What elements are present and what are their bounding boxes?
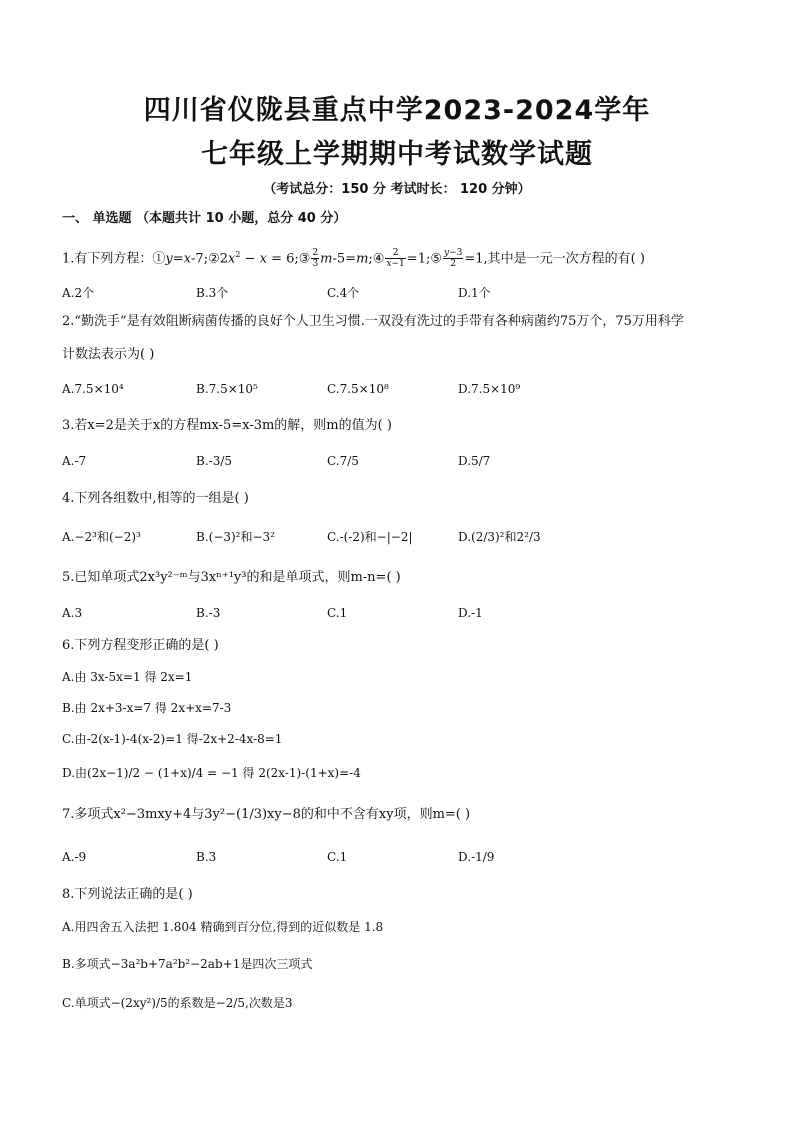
q8-option-b[interactable]: B.多项式−3a²b+7a²b²−2ab+1是四次三项式 xyxy=(62,957,313,971)
q8-option-c[interactable]: C.单项式−(2xy²)/5的系数是−2/5,次数是3 xyxy=(62,996,293,1010)
q1-option-d[interactable]: D.1个 xyxy=(458,286,491,300)
q8-option-a[interactable]: A.用四舍五入法把 1.804 精确到百分位,得到的近似数是 1.8 xyxy=(62,920,384,934)
q3-option-c[interactable]: C.7/5 xyxy=(327,454,359,468)
q7-option-b[interactable]: B.3 xyxy=(196,850,217,864)
q1-option-b[interactable]: B.3个 xyxy=(196,286,229,300)
exam-title-line2: 七年级上学期期中考试数学试题 xyxy=(201,139,593,170)
q2-option-b[interactable]: B.7.5×10⁵ xyxy=(196,382,258,396)
question-2-options xyxy=(62,382,742,408)
q6-option-d[interactable]: D.由(2x−1)/2 − (1+x)/4 = −1 得 2(2x-1)-(1+x)=-4 xyxy=(62,766,361,780)
q2-option-a[interactable]: A.7.5×10⁴ xyxy=(62,382,124,396)
question-8-stem: 8.下列说法正确的是( ) xyxy=(62,887,193,902)
q5-option-b[interactable]: B.-3 xyxy=(196,606,221,620)
question-2-stem-line1: 2.“勤洗手”是有效阻断病菌传播的良好个人卫生习惯.一双没有洗过的手带有各种病菌约75万个，75万用科学 xyxy=(62,314,684,329)
q3-option-a[interactable]: A.-7 xyxy=(62,454,87,468)
question-3-stem: 3.若x=2是关于x的方程mx-5=x-3m的解，则m的值为( ) xyxy=(62,418,392,433)
question-5-stem: 5.已知单项式2x³y²⁻ᵐ与3xⁿ⁺¹y³的和是单项式，则m-n=( ) xyxy=(62,570,401,585)
question-8 xyxy=(62,878,742,911)
q4-option-a[interactable]: A.−2³和(−2)³ xyxy=(62,530,141,544)
q7-option-c[interactable]: C.1 xyxy=(327,850,348,864)
q3-option-b[interactable]: B.-3/5 xyxy=(196,454,232,468)
question-4-options xyxy=(62,528,742,554)
question-1-stem-prefix: 1.有下列方程： xyxy=(62,251,153,267)
section-heading: 一、 单选题 （本题共计 10 小题，总分 40 分） xyxy=(62,211,347,226)
q4-option-c[interactable]: C.-(-2)和−|−2| xyxy=(327,530,413,544)
q6-option-c[interactable]: C.由-2(x-1)-4(x-2)=1 得-2x+2-4x-8=1 xyxy=(62,732,283,746)
q2-option-c[interactable]: C.7.5×10⁸ xyxy=(327,382,389,396)
question-1: 1.有下列方程：$①y=x-7;②2x^2 - x$ = 6;③ $\frac{2}{3}$ m-5=m;④ $\frac{2}{x-1}$ =1;⑤ $\frac{y-3}{2}$ =1,其中是一元一次方程的有( ) xyxy=(62,248,645,270)
q4-option-b[interactable]: B.(−3)²和−3² xyxy=(196,530,275,544)
q2-option-d[interactable]: D.7.5×10⁹ xyxy=(458,382,521,396)
q6-option-b[interactable]: B.由 2x+3-x=7 得 2x+x=7-3 xyxy=(62,701,232,715)
question-4-stem: 4.下列各组数中,相等的一组是( ) xyxy=(62,491,249,506)
question-2 xyxy=(62,305,742,371)
q3-option-d[interactable]: D.5/7 xyxy=(458,454,491,468)
q7-option-a[interactable]: A.-9 xyxy=(62,850,87,864)
question-6-stem: 6.下列方程变形正确的是( ) xyxy=(62,638,219,653)
q5-option-d[interactable]: D.-1 xyxy=(458,606,483,620)
question-7 xyxy=(62,798,742,831)
q7-option-d[interactable]: D.-1/9 xyxy=(458,850,495,864)
question-6 xyxy=(62,629,742,662)
q4-option-d[interactable]: D.(2/3)²和2²/3 xyxy=(458,530,541,544)
question-4 xyxy=(62,482,742,515)
q1-option-c[interactable]: C.4个 xyxy=(327,286,360,300)
question-1-stem-suffix: 其中是一元一次方程的有( ) xyxy=(487,251,645,267)
exam-info: （考试总分：150 分 考试时长： 120 分钟） xyxy=(263,182,531,197)
q1-option-a[interactable]: A.2个 xyxy=(62,286,95,300)
question-3-options xyxy=(62,454,742,480)
question-7-stem: 7.多项式x²−3mxy+4与3y²−(1/3)xy−8的和中不含有xy项，则m=( ) xyxy=(62,807,471,822)
q6-option-a[interactable]: A.由 3x-5x=1 得 2x=1 xyxy=(62,670,193,684)
q5-option-a[interactable]: A.3 xyxy=(62,606,83,620)
question-7-options xyxy=(62,850,742,876)
question-2-stem-line2: 计数法表示为( ) xyxy=(62,347,155,362)
q5-option-c[interactable]: C.1 xyxy=(327,606,348,620)
question-5 xyxy=(62,561,742,594)
question-3 xyxy=(62,409,742,442)
exam-title-line1: 四川省仪陇县重点中学2023-2024学年 xyxy=(143,95,651,126)
